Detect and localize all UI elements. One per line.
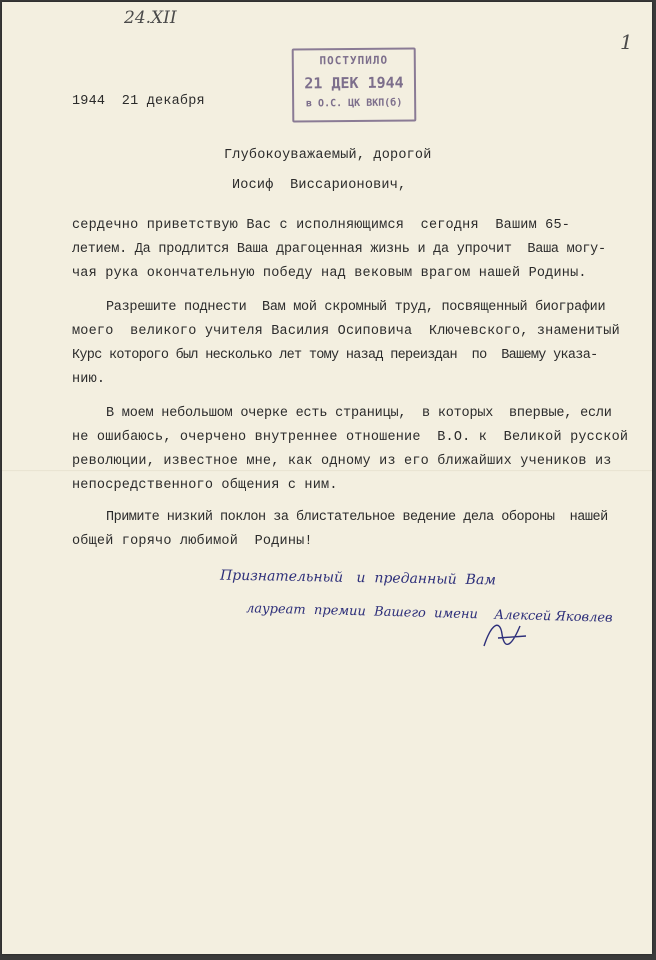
paragraph-2-line-4: нию. bbox=[72, 372, 106, 387]
salutation-line-2: Иосиф Виссарионович, bbox=[232, 178, 407, 193]
paragraph-3-line-4: непосредственного общения с ним. bbox=[72, 478, 338, 493]
paragraph-1-line-2: летием. Да продлится Ваша драгоценная жизнь и да упрочит Ваша могу- bbox=[72, 242, 606, 257]
paragraph-1-line-3: чая рука окончательную победу над вековым врагом нашей Родины. bbox=[72, 266, 587, 281]
paragraph-2-line-2: моего великого учителя Василия Осиповича Ключевского, знаменитый bbox=[72, 324, 620, 339]
paragraph-3-line-2: не ошибаюсь, очерчено внутреннее отношение В.О. к Великой русской bbox=[72, 430, 629, 445]
handwritten-signature-line: лауреат премии Вашего имени Алексей Яковлев bbox=[245, 601, 613, 626]
paragraph-2-line-1: Разрешите поднести Вам мой скромный труд, посвященный биографии bbox=[106, 300, 606, 315]
paragraph-1-line-1: сердечно приветствую Вас с исполняющимся сегодня Вашим 65- bbox=[72, 218, 571, 233]
salutation-line-1: Глубокоуважаемый, дорогой bbox=[224, 148, 432, 163]
stamp-line-office: в О.С. ЦК ВКП(б) bbox=[305, 97, 403, 110]
letter-sheet bbox=[2, 2, 652, 954]
paragraph-4-line-1: Примите низкий поклон за блистательное ведение дела обороны нашей bbox=[106, 510, 608, 525]
handwritten-closing: Признательный и преданный Вам bbox=[219, 567, 497, 589]
paragraph-3-line-1: В моем небольшом очерке есть страницы, в которых впервые, если bbox=[106, 406, 612, 421]
paper-fold-line bbox=[2, 470, 652, 472]
paragraph-2-line-3: Курс которого был несколько лет тому назад переиздан по Вашему указа- bbox=[72, 348, 598, 363]
received-stamp bbox=[292, 47, 417, 122]
paragraph-3-line-3: революции, известное мне, как одному из его ближайших учеников из bbox=[72, 454, 612, 469]
stamp-line-date: 21 ДЕК 1944 bbox=[304, 73, 404, 93]
letter-date: 1944 21 декабря bbox=[72, 94, 205, 109]
stamp-line-received: ПОСТУПИЛО bbox=[319, 53, 389, 68]
signature-flourish bbox=[480, 616, 540, 656]
page-number: 1 bbox=[620, 30, 633, 54]
archive-pencil-note: 24.XII bbox=[124, 8, 177, 28]
paragraph-4-line-2: общей горячо любимой Родины! bbox=[72, 534, 313, 549]
